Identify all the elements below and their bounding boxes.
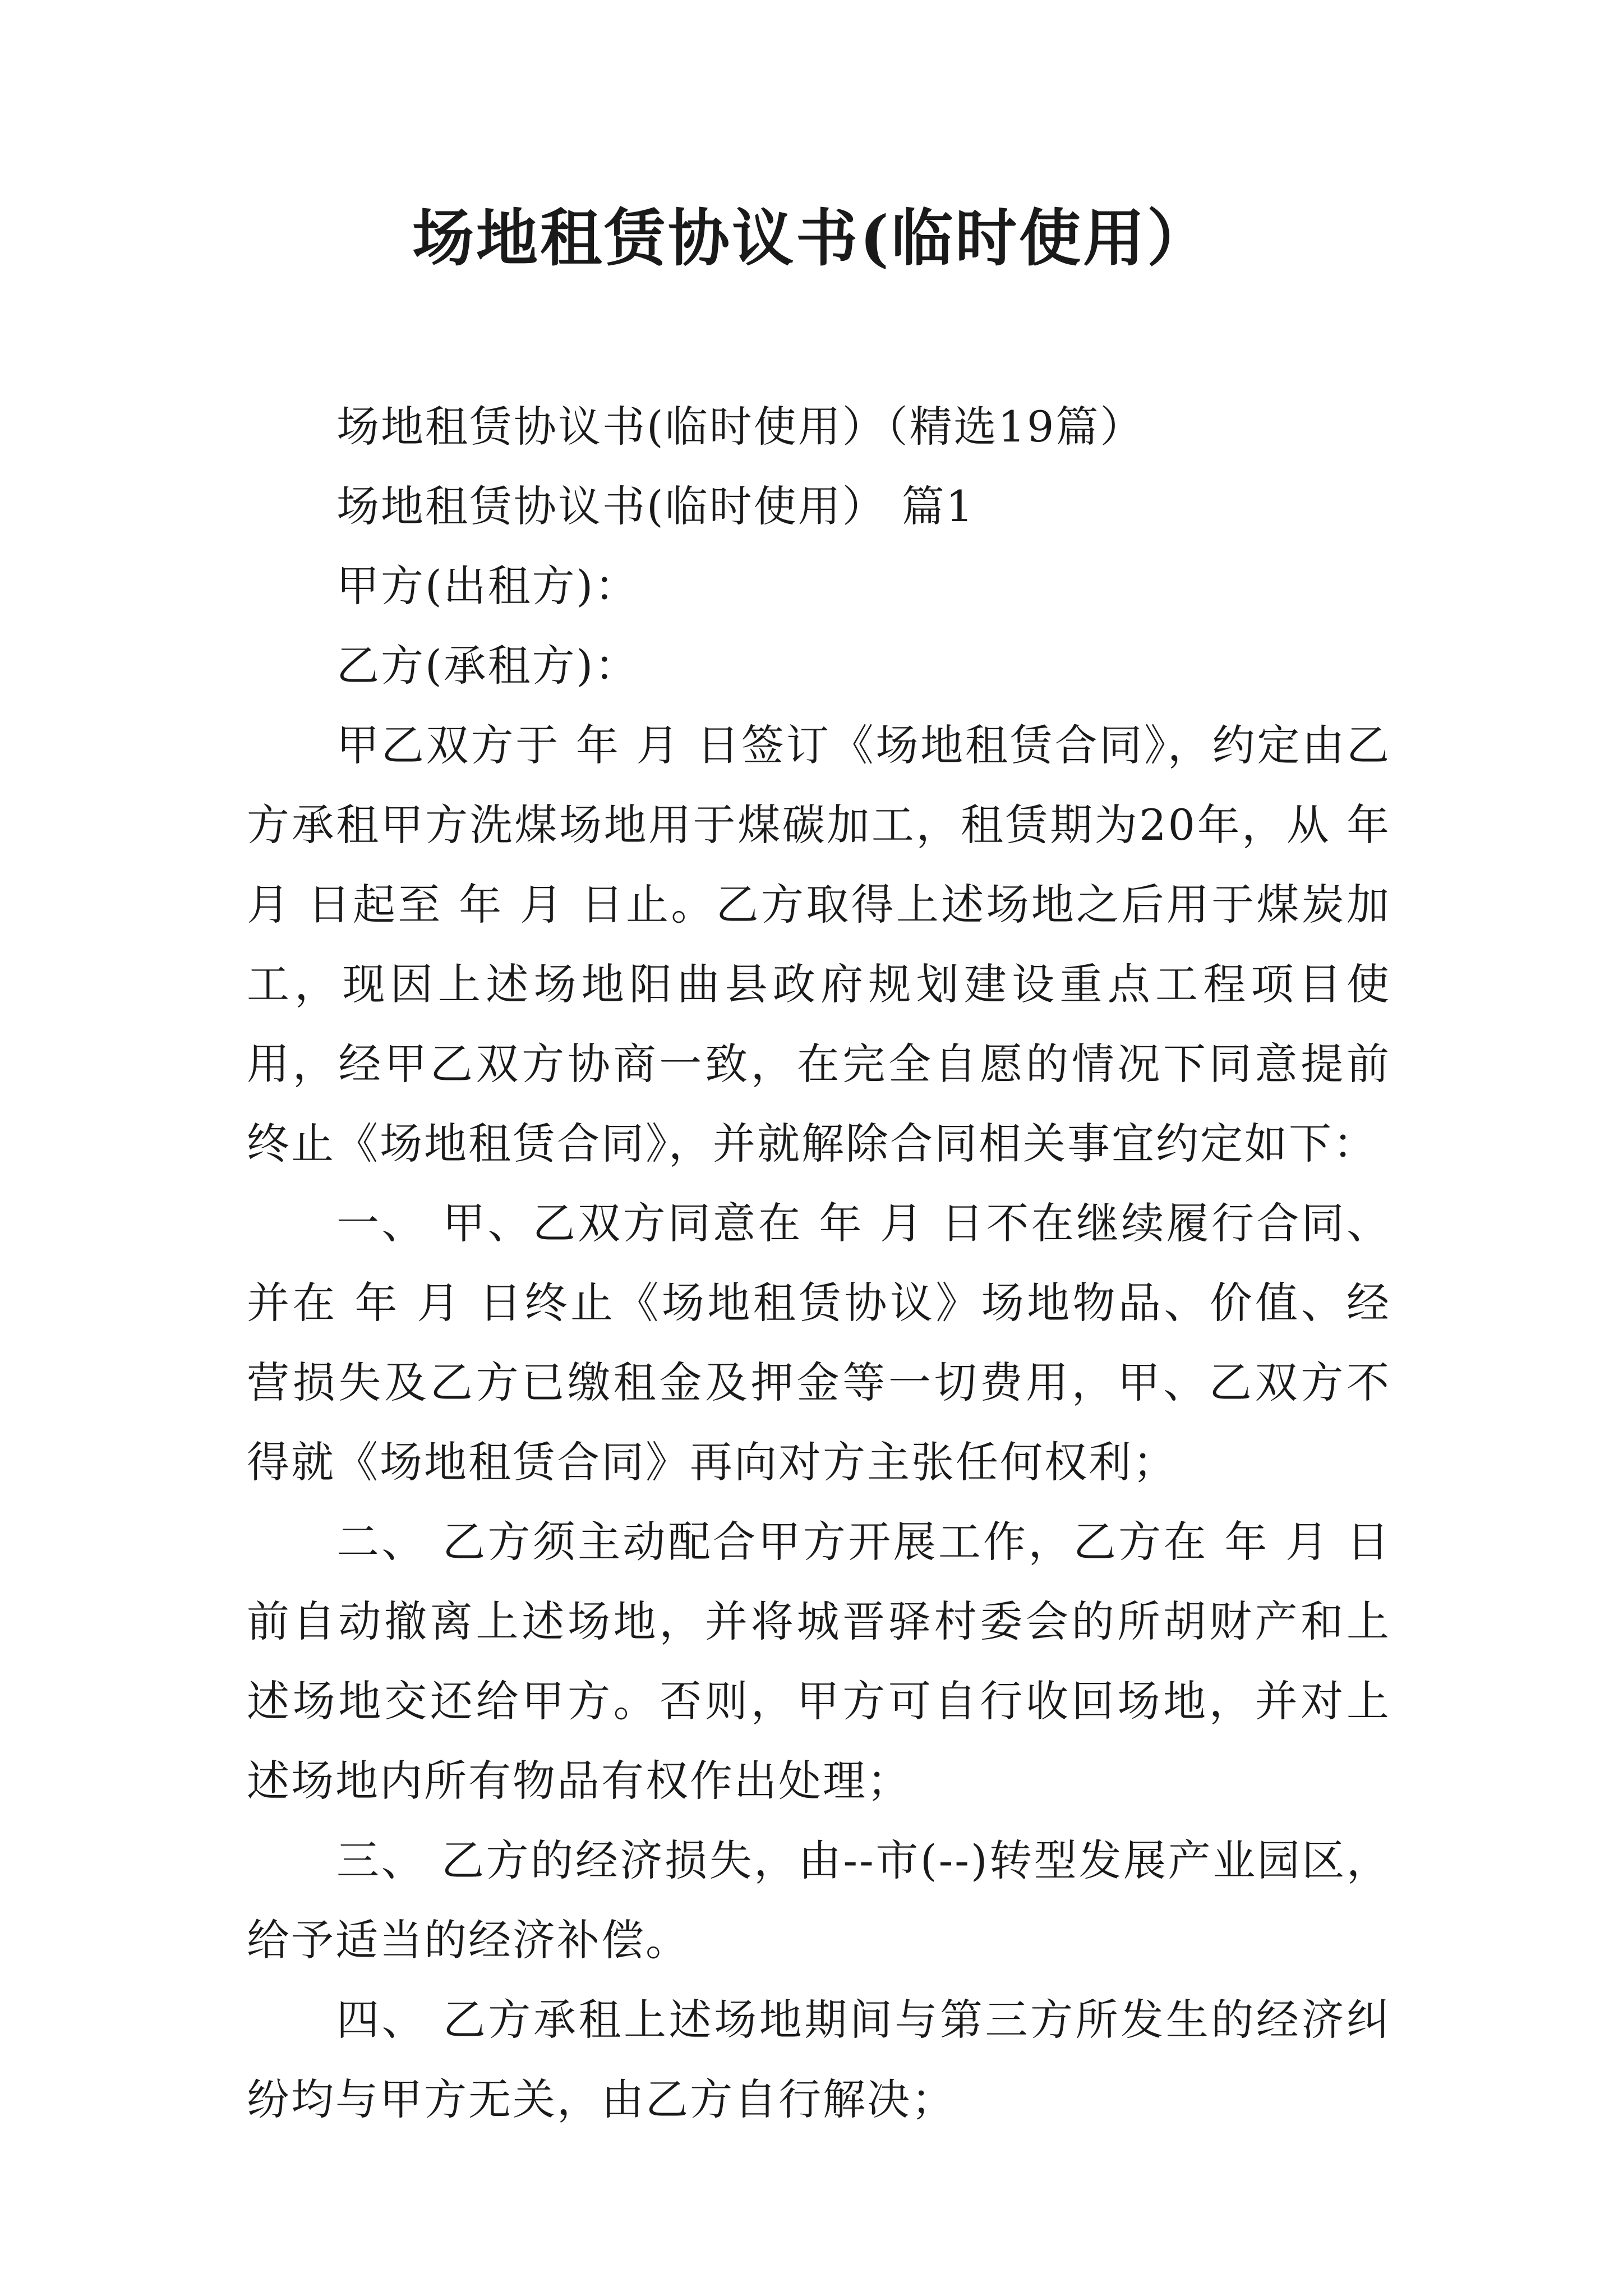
paragraph-clause-1: 一、 甲、乙双方同意在 年 月 日不在继续履行合同、并在 年 月 日终止《场地租赁协议》场地物品、价值、经营损失及乙方已缴租金及押金等一切费用，甲、乙双方不得就《场地租赁合同》再向对方主张任何权利； [247,1198,1391,1487]
paragraph-clause-4: 四、 乙方承租上述场地期间与第三方所发生的经济纠纷均与甲方无关，由乙方自行解决； [247,1995,1391,2124]
paragraph-preamble: 甲乙双方于 年 月 日签订《场地租赁合同》，约定由乙方承租甲方洗煤场地用于煤碳加工，租赁期为20年，从 年 月 日起至 年 月 日止。乙方取得上述场地之后用于煤炭加工，现因上述场地阳曲县政府规划建设重点工程项目使用，经甲乙双方协商一致，在完全自愿的情况下同意提前终止《场地租赁合同》，并就解除合同相关事宜约定如下： [247,720,1391,1168]
paragraph-subtitle: 场地租赁协议书(临时使用）（精选19篇） [336,402,1145,452]
document-body [247,387,1391,2139]
paragraph-clause-3: 三、 乙方的经济损失，由--市(--)转型发展产业园区，给予适当的经济补偿。 [247,1835,1391,1965]
paragraph-section-heading: 场地租赁协议书(临时使用） 篇1 [336,481,975,531]
paragraph-clause-2: 二、 乙方须主动配合甲方开展工作，乙方在 年 月 日前自动撤离上述场地，并将城晋驿村委会的所胡财产和上述场地交还给甲方。否则，甲方可自行收回场地，并对上述场地内所有物品有权作出处理； [247,1517,1391,1806]
paragraph-party-b: 乙方(承租方)： [336,641,639,691]
paragraph-party-a: 甲方(出租方)： [336,561,639,611]
document-title: 场地租赁协议书(临时使用） [412,202,1211,274]
